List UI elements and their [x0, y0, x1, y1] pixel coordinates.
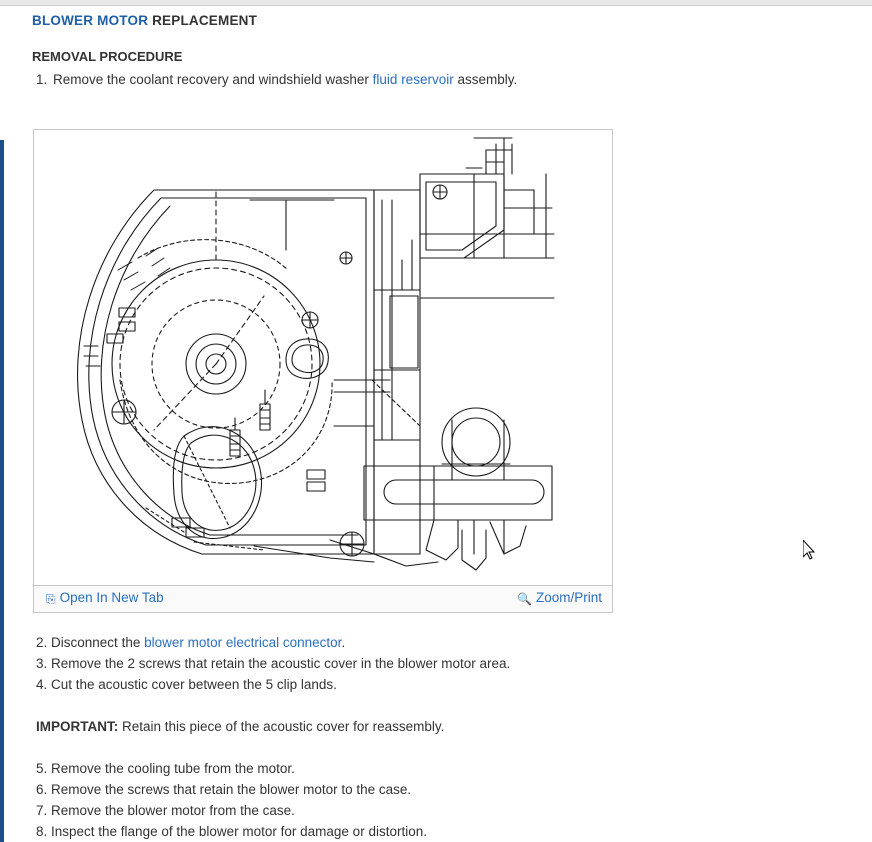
- page-title: [32, 13, 872, 28]
- document-content: [0, 5, 872, 89]
- figure-toolbar: [34, 585, 612, 612]
- procedure-step-3: 3. Remove the 2 screws that retain the acoustic cover in the blower motor area.: [36, 656, 511, 671]
- procedure-step-7: 7. Remove the blower motor from the case.: [36, 803, 295, 818]
- figure-panel: [33, 129, 613, 613]
- step-2-number: 2.: [36, 635, 48, 650]
- step-1-text-after: assembly.: [453, 72, 518, 87]
- open-in-new-tab-label: Open In New Tab: [59, 590, 164, 605]
- procedure-step-2: [36, 632, 872, 653]
- important-label: IMPORTANT:: [36, 719, 119, 734]
- procedure-step-6: 6. Remove the screws that retain the blower motor to the case.: [36, 782, 412, 797]
- procedure-steps-continued: [0, 632, 872, 842]
- important-text: Retain this piece of the acoustic cover for reassembly.: [118, 719, 445, 734]
- figure-illustration: [34, 130, 612, 585]
- zoom-print-button[interactable]: [517, 590, 602, 606]
- step-2-text-before: Disconnect the: [51, 635, 145, 650]
- open-in-new-tab-button[interactable]: [46, 590, 164, 607]
- link-fluid-reservoir[interactable]: fluid reservoir: [372, 72, 454, 87]
- step-1-text-before: Remove the coolant recovery and windshield washer: [53, 72, 373, 87]
- magnifier-icon: 🔍: [517, 592, 532, 606]
- section-heading-removal-procedure: REMOVAL PROCEDURE: [32, 49, 183, 64]
- page-title-rest: REPLACEMENT: [148, 13, 258, 28]
- zoom-print-label: Zoom/Print: [535, 590, 602, 605]
- important-note: [36, 716, 872, 737]
- link-blower-motor-electrical-connector[interactable]: blower motor electrical connector: [144, 635, 342, 650]
- step-2-text-after: .: [341, 635, 346, 650]
- procedure-step-4: 4. Cut the acoustic cover between the 5 clip lands.: [36, 677, 337, 692]
- procedure-step-1: [36, 71, 872, 89]
- page-title-highlight: BLOWER MOTOR: [32, 13, 149, 28]
- new-window-icon: ⎘: [46, 592, 56, 606]
- mouse-cursor: [803, 540, 817, 560]
- procedure-step-5: 5. Remove the cooling tube from the motor.: [36, 761, 295, 776]
- procedure-step-8: 8. Inspect the flange of the blower motor for damage or distortion.: [36, 824, 427, 839]
- step-1-number: 1.: [36, 72, 48, 87]
